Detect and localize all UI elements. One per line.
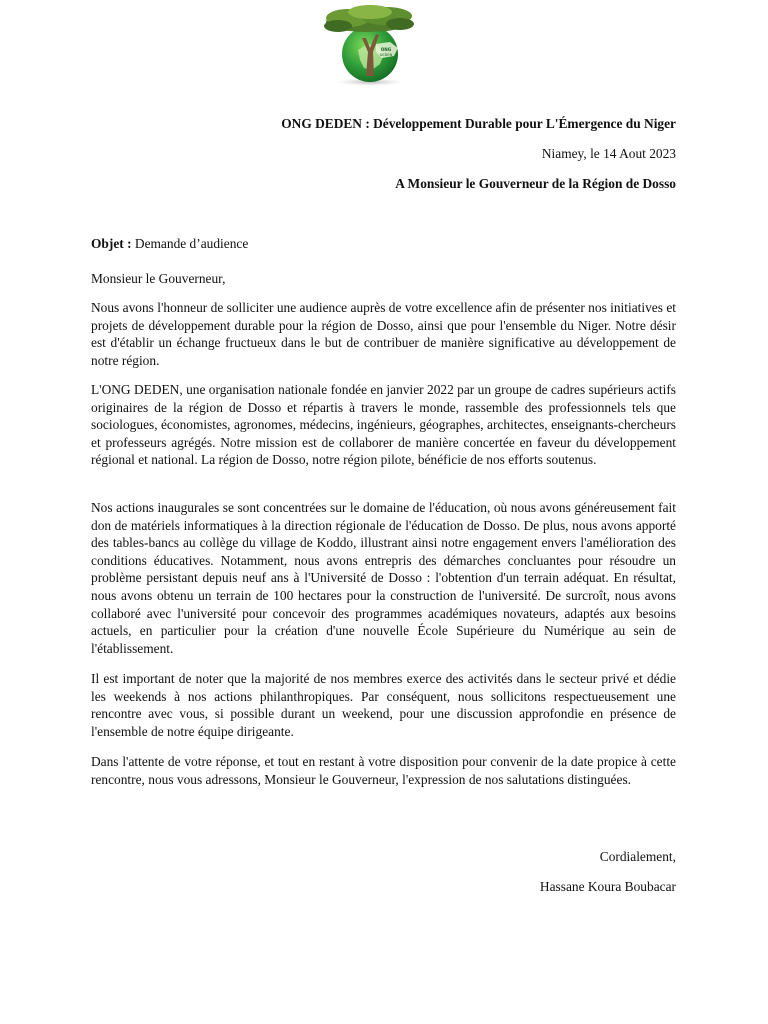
salutation: Monsieur le Gouverneur, bbox=[91, 271, 226, 286]
signature-name: Hassane Koura Boubacar bbox=[539, 879, 676, 894]
logo-text-deden: DEDEN bbox=[379, 53, 393, 57]
closing: Cordialement, bbox=[599, 849, 676, 864]
object-line bbox=[91, 235, 676, 253]
recipient-line: A Monsieur le Gouverneur de la Région de Dosso bbox=[395, 176, 676, 191]
object-label: Objet : bbox=[91, 236, 132, 251]
date-line: Niamey, le 14 Aout 2023 bbox=[541, 146, 676, 161]
logo-text-ong: ONG bbox=[380, 47, 392, 52]
paragraph-organization: L'ONG DEDEN, une organisation nationale fondée en janvier 2022 par un groupe de cadres supérieurs actifs originaires de la région de Dosso et répartis à travers le monde, rassemble des professionnels tels que sociologues, économistes, agronomes, médecins, ingénieurs, géographes, architectes, enseignants-chercheurs et professeurs agrégés. Notre mission est de collaborer de manière concertée en faveur du développement régional et national. La région de Dosso, notre région pilote, bénéficie de nos efforts soutenus. bbox=[91, 382, 676, 468]
paragraph-intro: Nous avons l'honneur de solliciter une audience auprès de votre excellence afin de présenter nos initiatives et projets de développement durable pour la région de Dosso, ainsi que pour l'ensemble du Niger. Notre désir est d'établir un échange fructueux dans le but de contribuer de manière significative au développement de notre région. bbox=[91, 300, 676, 368]
ong-deden-logo bbox=[318, 4, 420, 86]
paragraph-actions: Nos actions inaugurales se sont concentrées sur le domaine de l'éducation, où nous avons généreusement fait don de matériels informatiques à la direction régionale de l'éducation de Dosso. De plus, nous avons apporté des tables-bancs au collège du village de Koddo, illustrant ainsi notre engagement envers l'amélioration des conditions éducatives. Notamment, nous avons entrepris des démarches concluantes pour résoudre un problème persistant depuis neuf ans à l'Université de Dosso : l'obtention d'un terrain adéquat. En résultat, nous avons obtenu un terrain de 100 hectares pour la construction de l'université. De surcroît, nous avons collaboré avec l'université pour concevoir des programmes académiques novateurs, adaptés aux besoins actuels, en particulier pour la création d'une nouvelle École Supérieure du Numérique au sein de l'établissement. bbox=[91, 500, 676, 656]
object-value: Demande d’audience bbox=[131, 236, 249, 251]
organization-header: ONG DEDEN : Développement Durable pour L'Émergence du Niger bbox=[281, 116, 676, 131]
paragraph-request: Il est important de noter que la majorité de nos membres exerce des activités dans le secteur privé et dédie les weekends à nos actions philanthropiques. Par conséquent, nous sollicitons respectueusement une rencontre avec vous, si possible durant un weekend, pour une discussion approfondie en présence de l'ensemble de notre équipe dirigeante. bbox=[91, 671, 676, 739]
paragraph-closing-formula: Dans l'attente de votre réponse, et tout en restant à votre disposition pour convenir de la date propice à cette rencontre, nous vous adressons, Monsieur le Gouverneur, l'expression de nos salutations distinguées. bbox=[91, 754, 676, 787]
